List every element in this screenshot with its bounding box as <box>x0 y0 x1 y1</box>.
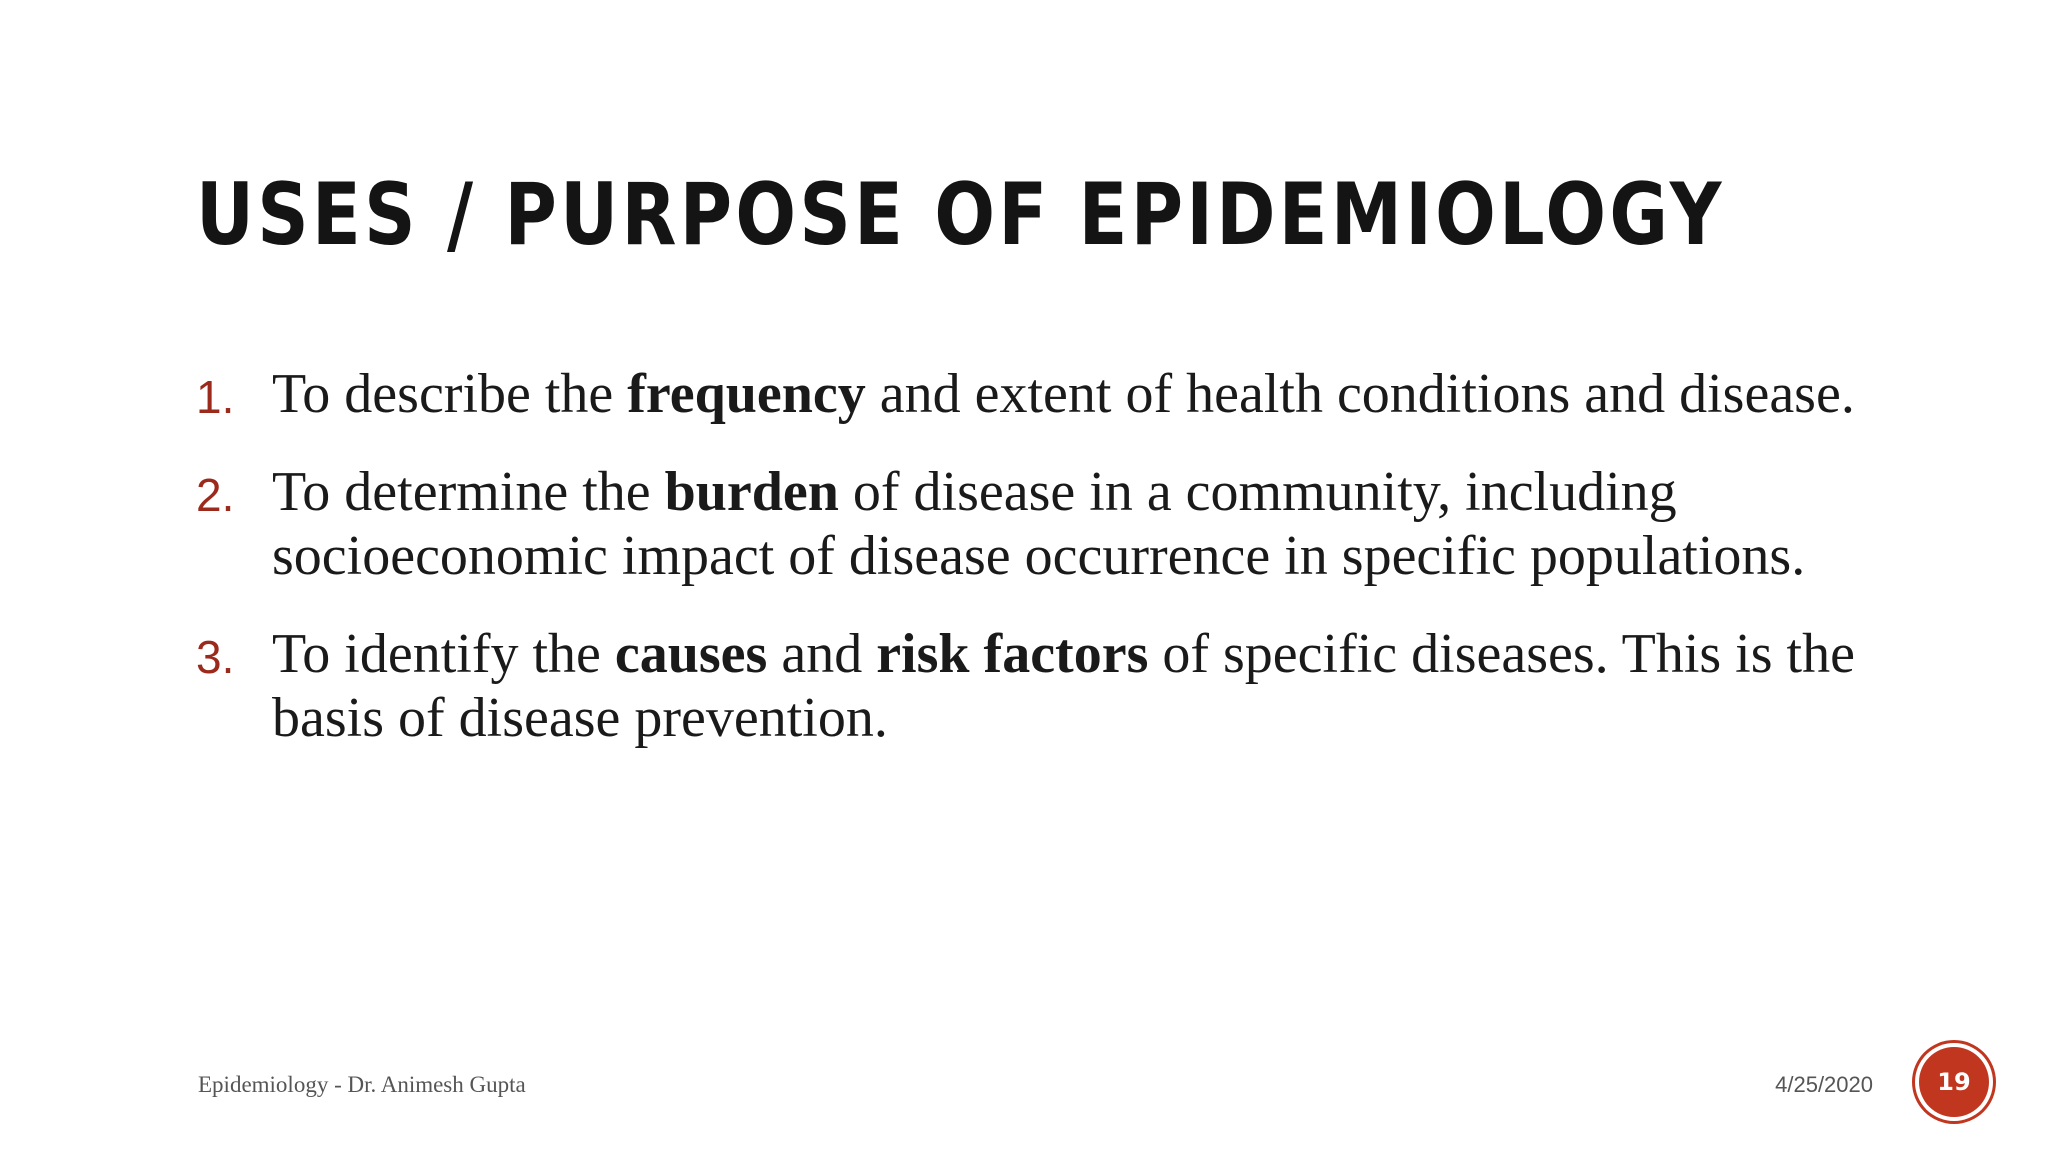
list-item-text <box>272 623 1855 749</box>
bold-text-run: burden <box>664 461 839 523</box>
list-item-number: 3. <box>196 631 235 683</box>
text-run: of disease in a community, including socioeconomic impact of disease occurrence in specific populations. <box>272 461 1806 587</box>
text-run: and <box>767 623 877 685</box>
list-item <box>196 622 1896 750</box>
text-run: To describe the <box>272 363 628 425</box>
text-run: and extent of health conditions and disease. <box>865 363 1855 425</box>
page-number-badge: 19 <box>1919 1047 1989 1117</box>
bold-text-run: frequency <box>627 363 866 425</box>
list-item-number: 1. <box>196 371 235 423</box>
list-item <box>196 460 1896 588</box>
bold-text-run: causes <box>614 623 768 685</box>
list-item-text <box>272 363 1855 425</box>
footer-text: Epidemiology - Dr. Animesh Gupta <box>198 1072 526 1097</box>
slide-title: USES / PURPOSE OF EPIDEMIOLOGY <box>196 165 1725 265</box>
numbered-list <box>196 362 1896 784</box>
text-run: To determine the <box>272 461 665 523</box>
list-item-text <box>272 461 1805 587</box>
text-run: of specific diseases. This is the basis of disease prevention. <box>272 623 1855 749</box>
list-item-number: 2. <box>196 469 235 521</box>
bold-text-run: risk factors <box>876 623 1149 685</box>
footer-date: 4/25/2020 <box>1775 1072 1873 1097</box>
text-run: To identify the <box>272 623 615 685</box>
list-item <box>196 362 1896 426</box>
